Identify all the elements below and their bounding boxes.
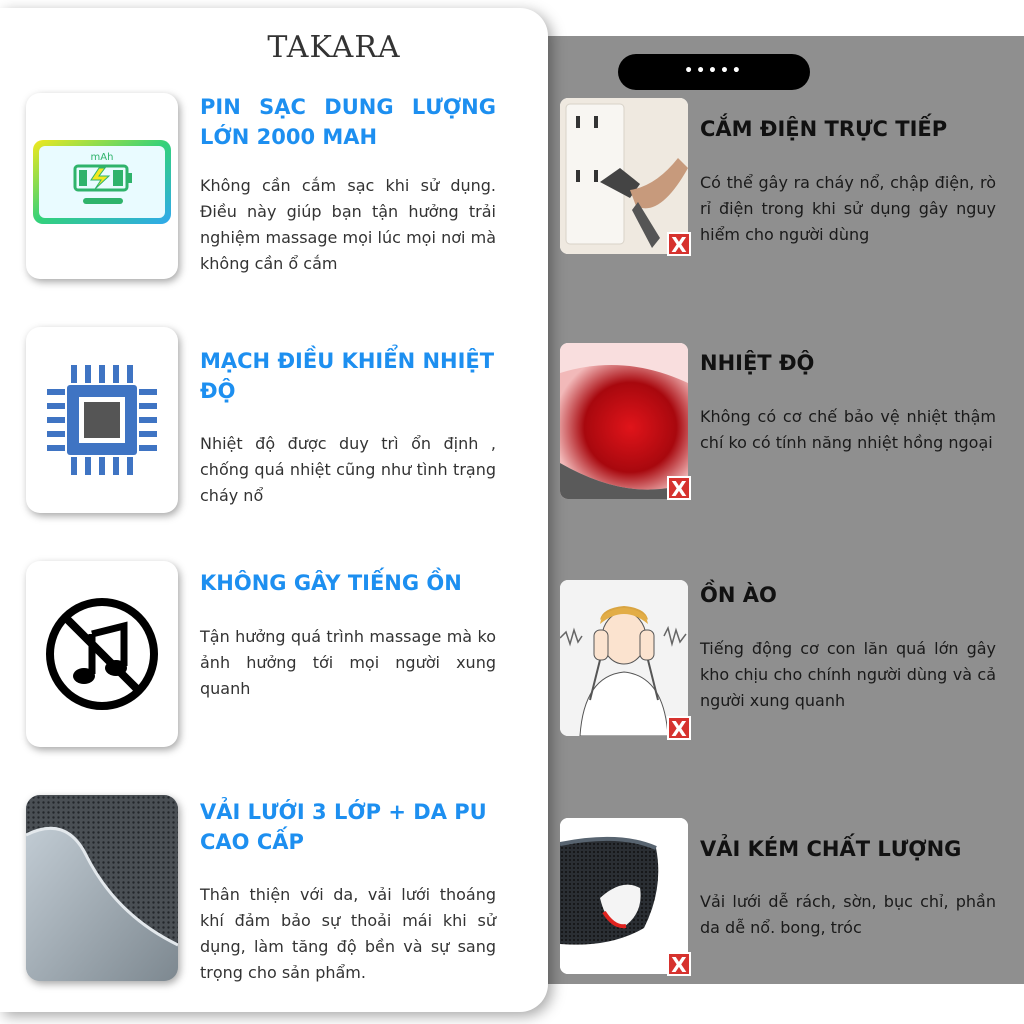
negative-title-direct-plug: CẮM ĐIỆN TRỰC TIẾP <box>700 117 948 141</box>
plug-socket-image-card <box>560 98 688 254</box>
mesh-fabric-image <box>26 795 178 981</box>
negative-x-mark: X <box>667 952 691 976</box>
negative-title-poor-fabric: VẢI KÉM CHẤT LƯỢNG <box>700 837 962 861</box>
feature-title-no-noise: KHÔNG GÂY TIẾNG ỒN <box>200 571 462 595</box>
negative-desc-noisy: Tiếng động cơ con lăn quá lớn gây kho chịu cho chính người dùng và cả người xung quanh <box>700 639 996 710</box>
negative-x-mark: X <box>667 476 691 500</box>
man-covering-ears-image <box>560 580 688 736</box>
torn-fabric-image-card <box>560 818 688 974</box>
feature-title-chip: MẠCH ĐIỀU KHIỂN NHIỆT ĐỘ <box>200 349 495 403</box>
battery-icon <box>27 136 177 236</box>
feature-desc-chip: Nhiệt độ được duy trì ổn định , chống quá nhiệt cũng như tình trạng cháy nổ <box>200 434 496 505</box>
negative-title-noisy: ỒN ÀO <box>700 583 777 607</box>
chip-icon <box>37 355 167 485</box>
feature-desc-battery: Không cần cắm sạc khi sử dụng. Điều này giúp bạn tận hưởng trải nghiệm massage mọi lúc mọi nơi mà không cần ổ cắm <box>200 176 496 273</box>
man-covering-ears-image-card <box>560 580 688 736</box>
mesh-fabric-image-card <box>26 795 178 981</box>
feature-title-fabric: VẢI LƯỚI 3 LỚP + DA PU CAO CẤP <box>200 800 487 854</box>
feature-desc-fabric: Thân thiện với da, vải lưới thoáng khí đảm bảo sự thoải mái khi sử dụng, làm tăng độ bền và sự sang trọng cho sản phẩm. <box>200 885 496 982</box>
chip-icon-card <box>26 327 178 513</box>
negative-x-mark: X <box>667 716 691 740</box>
battery-mah-label: mAh <box>90 152 114 163</box>
negative-x-mark: X <box>667 232 691 256</box>
negative-desc-poor-fabric: Vải lưới dễ rách, sờn, bục chỉ, phần da dễ nổ. bong, tróc <box>700 892 996 937</box>
torn-fabric-image <box>560 818 688 974</box>
pagination-pill: ••••• <box>618 54 810 90</box>
battery-icon-card <box>26 93 178 279</box>
negative-desc-direct-plug: Có thể gây ra cháy nổ, chập điện, rò rỉ điện trong khi sử dụng gây nguy hiểm cho người dùng <box>700 173 996 244</box>
negative-title-heat: NHIỆT ĐỘ <box>700 351 815 375</box>
negative-desc-heat: Không có cơ chế bảo vệ nhiệt thậm chí ko có tính năng nhiệt hồng ngoại <box>700 407 996 452</box>
plug-socket-image <box>560 98 688 254</box>
feature-desc-no-noise: Tận hưởng quá trình massage mà ko ảnh hưởng tới mọi người xung quanh <box>200 627 496 698</box>
feature-title-battery: PIN SẠC DUNG LƯỢNG LỚN 2000 MAH <box>200 95 496 149</box>
brand-logo-text: TAKARA <box>267 30 401 65</box>
no-music-icon-card <box>26 561 178 747</box>
no-music-icon <box>42 594 162 714</box>
